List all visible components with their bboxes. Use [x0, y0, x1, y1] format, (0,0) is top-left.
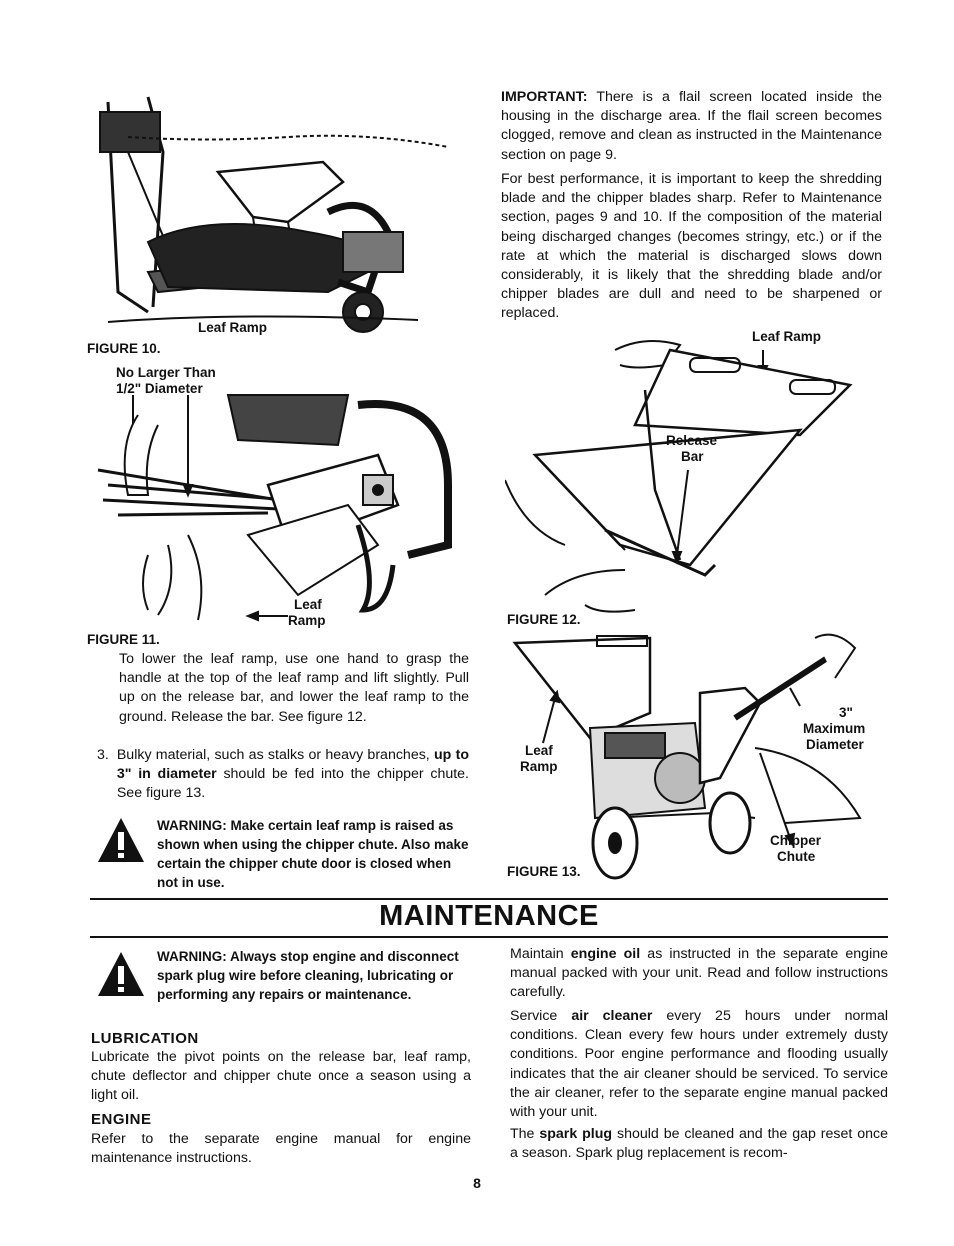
engine-text: Refer to the separate engine manual for engine maintenance instructions.	[91, 1131, 471, 1167]
oil-bold: engine oil	[570, 946, 641, 962]
figure-12-caption: FIGURE 12.	[507, 612, 581, 627]
figure-13-caption: FIGURE 13.	[507, 864, 581, 879]
spark-bold: spark plug	[539, 1126, 613, 1142]
figure-11-caption: FIGURE 11.	[87, 632, 160, 647]
lubrication-paragraph	[91, 1048, 471, 1106]
divider-bottom	[90, 936, 888, 938]
fig11-label-no-larger: No Larger Than	[116, 365, 216, 380]
item3-text-a: Bulky material, such as stalks or heavy branches,	[116, 747, 434, 763]
fig11-label-leaf: Leaf	[294, 597, 322, 612]
important-label: IMPORTANT:	[501, 89, 588, 105]
engine-paragraph	[91, 1130, 471, 1168]
spark-text-b: should be cleaned and the gap reset once a season. Spark plug replacement is recom-	[510, 1126, 888, 1162]
fig13-label-chipper: Chipper	[770, 833, 822, 848]
warning-stop-engine: WARNING: Always stop engine and disconnect spark plug wire before cleaning, lubricating or performing any repairs or maintenance.	[157, 949, 459, 1002]
fig11-label-diameter: 1/2" Diameter	[116, 381, 203, 396]
spark-plug-paragraph	[510, 1125, 888, 1163]
fig12-label-release: Release	[666, 433, 718, 448]
fig12-label-bar: Bar	[681, 449, 704, 464]
performance-text: For best performance, it is important to keep the shredding blade and the chipper blades sharp. Refer to Maintenance section, pages 9 and 10. If the composition of the material being discharged changes (becomes stringy, etc.) or if the rate at which the material is discharged slows down considerably, it is likely that the shredding blade and/or chipper blades are dull and need to be sharpened or replaced.	[501, 171, 882, 322]
figure-10-illustration	[88, 92, 468, 342]
warning-leaf-ramp: WARNING: Make certain leaf ramp is raised as shown when using the chipper chute. Also make certain the chipper chute door is closed when not in use.	[157, 818, 469, 890]
list-item-3	[97, 746, 469, 804]
fig13-label-ramp: Ramp	[520, 759, 558, 774]
lower-ramp-text: To lower the leaf ramp, use one hand to grasp the handle at the top of the leaf ramp and lift slightly. Pull up on the release bar, and lower the leaf ramp to the ground. Release the bar. See figure 12.	[119, 651, 469, 725]
item3-bold: up to 3" in diameter	[116, 747, 469, 783]
performance-paragraph	[501, 170, 882, 324]
warning-triangle-icon	[96, 816, 146, 869]
maintenance-title: MAINTENANCE	[379, 900, 599, 932]
fig11-label-ramp: Ramp	[288, 613, 326, 628]
lower-ramp-paragraph	[119, 650, 469, 727]
fig12-label-leaf-ramp: Leaf Ramp	[752, 329, 822, 344]
engine-heading: ENGINE	[91, 1111, 152, 1128]
item3-text-b: should be fed into the chipper chute. See figure 13.	[116, 766, 469, 802]
list-number: 3.	[97, 747, 109, 763]
air-cleaner-paragraph	[510, 1007, 888, 1122]
fig13-label-chute: Chute	[777, 849, 816, 864]
spark-text-a: The	[510, 1126, 540, 1142]
lubrication-text: Lubricate the pivot points on the release bar, leaf ramp, chute deflector and chipper chute once a season using a light oil.	[91, 1049, 471, 1104]
figure-11-illustration	[88, 385, 468, 630]
oil-text-b: as instructed in the separate engine manual packed with your unit. Read and follow instructions carefully.	[510, 946, 888, 1001]
warning-triangle-icon	[96, 950, 146, 1003]
important-text: There is a flail screen located inside the housing in the discharge area. If the flail screen becomes clogged, remove and clean as instructed in the Maintenance section on page 9.	[501, 89, 882, 163]
fig13-label-diameter: Diameter	[806, 737, 864, 752]
air-bold: air cleaner	[571, 1008, 653, 1024]
page-number: 8	[473, 1175, 481, 1191]
fig13-label-3in: 3"	[839, 705, 853, 720]
air-text-b: every 25 hours under normal conditions. Clean every few hours under extremely dusty conditions. Poor engine performance and flooding usually indicates that the air cleaner should be serviced. To service the air cleaner, refer to the separate engine manual packed with your unit.	[510, 1008, 888, 1121]
oil-text-a: Maintain	[510, 946, 571, 962]
fig13-label-leaf: Leaf	[525, 743, 553, 758]
air-text-a: Service	[510, 1008, 572, 1024]
fig13-label-maximum: Maximum	[803, 721, 866, 736]
fig10-label-leaf-ramp: Leaf Ramp	[198, 320, 268, 335]
figure-10-caption: FIGURE 10.	[87, 341, 161, 356]
figure-12-illustration	[505, 330, 865, 615]
lubrication-heading: LUBRICATION	[91, 1030, 199, 1047]
engine-oil-paragraph	[510, 945, 888, 1003]
important-note	[501, 88, 882, 165]
